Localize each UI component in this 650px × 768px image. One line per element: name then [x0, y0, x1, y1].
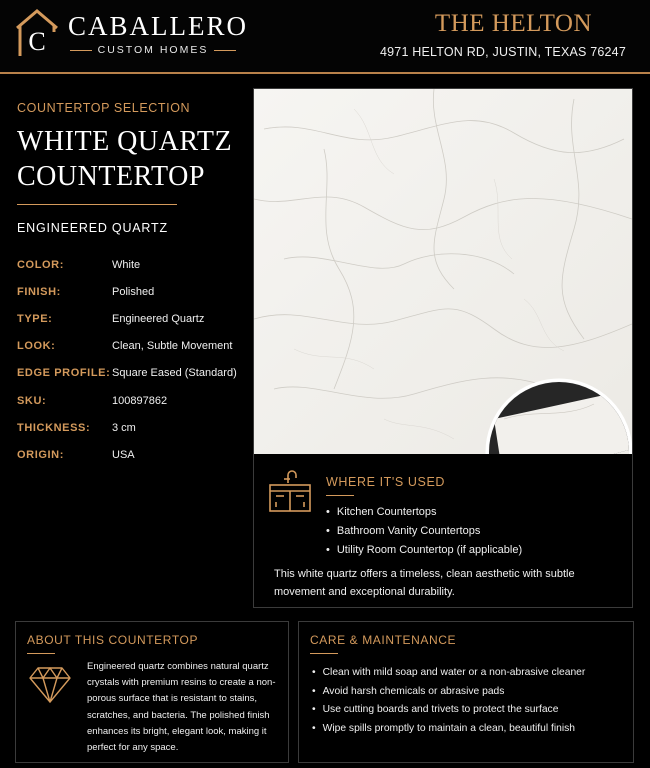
brand-block [68, 11, 248, 56]
spec-row [17, 305, 252, 332]
quartz-sample-image [254, 89, 632, 454]
spec-label: TYPE: [17, 312, 53, 325]
section-label: COUNTERTOP SELECTION [17, 101, 191, 115]
care-item: • Avoid harsh chemicals or abrasive pads [312, 683, 585, 702]
spec-value: 3 cm [112, 421, 136, 434]
page-title: WHITE QUARTZ COUNTERTOP [17, 126, 233, 192]
where-used-item: • Kitchen Countertops [326, 503, 522, 522]
tagline-rule-left [70, 50, 92, 51]
caballero-logo-icon [14, 8, 60, 58]
care-list [312, 664, 585, 738]
tagline-rule-right [214, 50, 236, 51]
care-title: CARE & MAINTENANCE [310, 633, 457, 647]
where-used-list [326, 503, 522, 560]
spec-row [17, 387, 252, 414]
brand-name: CABALLERO [68, 11, 248, 41]
spec-value: Engineered Quartz [112, 312, 205, 325]
spec-label: EDGE PROFILE: [17, 367, 111, 380]
spec-row [17, 333, 252, 360]
care-panel [298, 621, 634, 763]
spec-label: SKU: [17, 394, 47, 407]
spec-row [17, 441, 252, 468]
spec-label: ORIGIN: [17, 448, 64, 461]
about-title: ABOUT THIS COUNTERTOP [27, 633, 199, 647]
care-item: • Use cutting boards and trivets to protect the surface [312, 701, 585, 720]
spec-table [17, 251, 252, 469]
where-used-description: This white quartz offers a timeless, clean aesthetic with subtle movement and exceptional durability. [274, 568, 575, 598]
spec-label: COLOR: [17, 258, 64, 271]
spec-value: Polished [112, 285, 155, 298]
spec-label: THICKNESS: [17, 421, 91, 434]
brand-tagline: CUSTOM HOMES [97, 44, 209, 56]
property-name: THE HELTON [434, 10, 592, 37]
spec-label: LOOK: [17, 340, 56, 353]
photo-card [253, 88, 633, 608]
spec-value: Clean, Subtle Movement [112, 340, 233, 353]
about-panel [15, 621, 289, 763]
spec-value: White [112, 258, 141, 271]
material-type: ENGINEERED QUARTZ [17, 221, 168, 235]
care-divider [310, 653, 338, 654]
header [0, 0, 650, 72]
about-text: Engineered quartz combines natural quartz crystals with premium resins to create a non-porous surface that is resistant to stains, scratches, and bacteria. The polished finish enhances its bright, elegant look, making it perfect for any space. [87, 661, 276, 754]
header-divider [0, 72, 650, 74]
diamond-icon [28, 666, 72, 704]
spec-value: USA [112, 448, 135, 461]
brand-tagline-row [68, 44, 238, 56]
care-item: • Wipe spills promptly to maintain a clean, beautiful finish [312, 720, 585, 739]
logo-letter: C [28, 27, 46, 56]
spec-value: Square Eased (Standard) [112, 367, 237, 380]
kitchen-sink-icon [268, 469, 312, 513]
title-divider [17, 204, 177, 205]
spec-label: FINISH: [17, 285, 61, 298]
spec-value: 100897862 [112, 394, 168, 407]
spec-row [17, 278, 252, 305]
where-used-item: • Utility Room Countertop (if applicable) [326, 541, 522, 560]
care-item: • Clean with mild soap and water or a non-abrasive cleaner [312, 664, 585, 683]
where-used-divider [326, 495, 354, 496]
spec-row [17, 360, 252, 387]
spec-row [17, 251, 252, 278]
where-used-item: • Bathroom Vanity Countertops [326, 522, 522, 541]
where-used-title: WHERE IT'S USED [326, 475, 446, 489]
about-divider [27, 653, 55, 654]
property-address: 4971 HELTON RD, JUSTIN, TEXAS 76247 [380, 45, 626, 59]
spec-row [17, 414, 252, 441]
